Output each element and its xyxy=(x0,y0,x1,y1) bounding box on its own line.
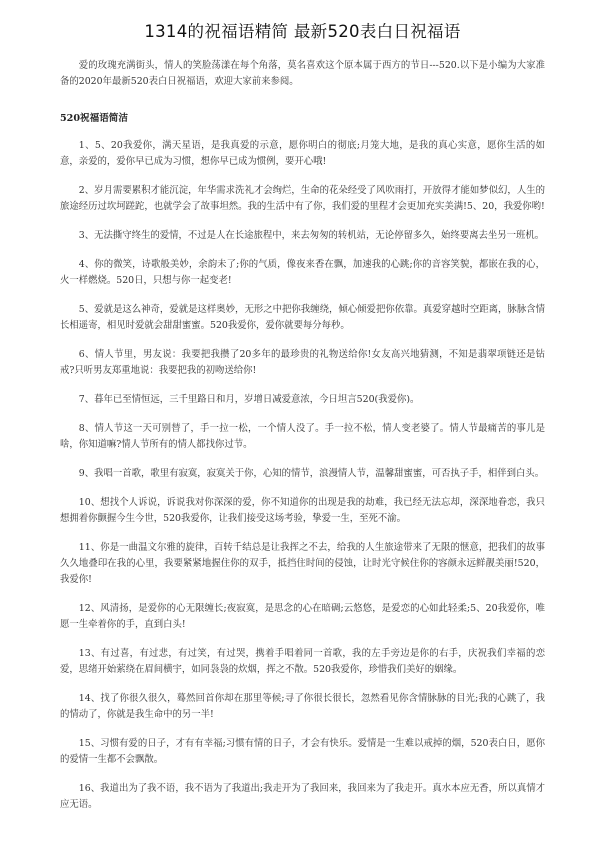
blessing-paragraph-8: 8、情人节这一天可别替了，手一拉一松，一个情人没了。手一拉不松，情人变老婆了。情人节最痛苦的事儿是啥，你知道嘛?情人节所有的情人都找你过节。 xyxy=(60,423,545,450)
blessing-paragraph-11: 11、你是一曲温文尔雅的旋律，百转千结总是让我挥之不去，给我的人生旅途带来了无限的惬意，把我们的故事久久地叠印在我的心里，我要紧紧地握住你的双手，抵挡住时间的侵蚀，让时光守候住你的容颜永远鲜靓美丽!520，我爱你! xyxy=(60,542,545,585)
blessing-paragraph-5: 5、爱就是这么神奇，爱就是这样奥妙，无形之中把你我缠绕，倾心倾爱把你依靠。真爱穿越时空距离，脉脉含情长相遥寄，相见时爱就会甜甜蜜蜜。520我爱你，爱你就要每分每秒。 xyxy=(60,304,545,331)
blessing-paragraph-10: 10、想找个人诉说，诉说我对你深深的爱，你不知道你的出现是我的劫难，我已经无法忘却，深深地眷恋，我只想拥着你颤握今生今世，520我爱你，让我们接受这场考验，挚爱一生，至死不渝。 xyxy=(60,497,545,524)
blessing-paragraph-12: 12、风清扬，是爱你的心无限缠长;夜寂寞，是思念的心在暗碉;云悠悠，是爱恋的心如此轻柔;5、20我爱你，唯愿一生牵着你的手，直到白头! xyxy=(60,603,545,630)
blessing-paragraph-13: 13、有过喜，有过悲，有过笑，有过哭，携着手唱着同一首歌，我的左手旁边是你的右手，庆祝我们幸福的恋爱，思绪开始萦绕在眉间横宇，如同袅袅的炊烟，挥之不散。520我爱你，珍惜我们美好的姻缘。 xyxy=(60,648,545,675)
blessing-paragraph-1: 1、5、20我爱你，满天星语，是我真爱的示意，愿你明白的彻底;月笼大地，是我的真心实意，愿你生活的如意，亲爱的，爱你早已成为习惯，想你早已成为惯例，要开心哦! xyxy=(60,140,545,167)
page-title: 1314的祝福语精简 最新520表白日祝福语 xyxy=(144,22,461,41)
blessing-paragraph-3: 3、无法撕守终生的爱情，不过是人在长途旅程中，来去匆匆的转机站，无论停留多久，始终要离去坐另一班机。 xyxy=(78,230,545,241)
blessing-paragraph-6: 6、情人节里，男友说：我要把我攒了20多年的最珍贵的礼物送给你!女友高兴地猜测，不知是翡翠项链还是钻戒?只听男友郑重地说：我要把我的初吻送给你! xyxy=(60,349,545,376)
section-heading: 520祝福语简洁 xyxy=(60,113,128,124)
blessing-paragraph-15: 15、习惯有爱的日子，才有有幸福;习惯有情的日子，才会有快乐。爱情是一生难以戒掉的烟，520表白日，愿你的爱情一生都不会飘散。 xyxy=(60,738,545,765)
intro-paragraph: 爱的玫瑰充满街头，情人的笑脸荡漾在每个角落，莫名喜欢这个原本属于西方的节日---520.以下是小编为大家准备的2020年最新520表白日祝福语，欢迎大家前来参阅。 xyxy=(60,60,545,87)
blessing-paragraph-16: 16、我道出为了我不语，我不语为了我道出;我走开为了我回来，我回来为了我走开。真水本应无香，所以真情才应无语。 xyxy=(60,783,545,810)
blessing-paragraph-14: 14、找了你很久很久，蓦然回首你却在那里等候;寻了你很长很长，忽然看见你含情脉脉的目光;我的心跳了，我的情动了，你就是我生命中的另一半! xyxy=(60,693,545,720)
blessing-paragraph-4: 4、你的微笑，诗歌般美妙，余韵未了;你的气质，像夜来香在飘，加速我的心跳;你的音容笑貌，都嵌在我的心，火一样燃烧。520日，只想与你一起变老! xyxy=(60,259,545,286)
blessing-paragraph-9: 9、我唱一首歌，歌里有寂寞，寂寞关于你，心知的情节，浪漫情人节，温馨甜蜜蜜，可否执子手，相伴到白头。 xyxy=(78,468,545,479)
blessing-paragraph-2: 2、岁月需要累积才能沉淀，年华需求洗礼才会绚烂，生命的花朵经受了风吹雨打，开放得才能如梦似幻，人生的旅途经历过坎坷蹉跎，也就学会了故事坦然。我的生活中有了你，我们爱的里程才会更加充实美满!5、20，我爱你哟! xyxy=(60,185,545,212)
blessing-paragraph-7: 7、暮年已至情恒远，三千里路日和月，岁增日减爱意浓，今日坦言520(我爱你)。 xyxy=(78,394,420,405)
